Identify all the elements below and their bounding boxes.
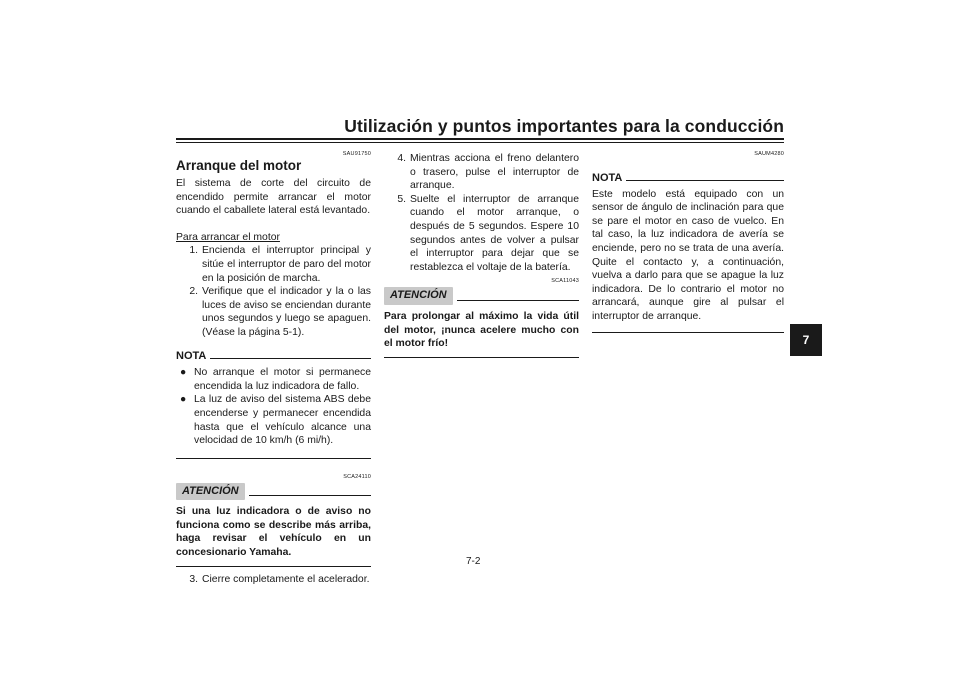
step-text: Encienda el interruptor principal y sitúe el interruptor de paro del motor en la posición de marcha. [202,245,371,284]
step-text: Cierre completamente el acelerador. [202,573,370,585]
intro-paragraph: El sistema de corte del circuito de encendido permite arrancar el motor cuando el caballete lateral está levantado. [176,178,371,217]
step-number: 3. [189,573,198,585]
page-title: Utilización y puntos importantes para la conducción [344,116,784,136]
warning-end-rule [384,357,579,358]
note-rule [210,358,371,359]
step-number: 5. [397,193,406,205]
note-label: NOTA [176,349,207,362]
bullet-icon: ● [180,394,187,406]
warning-label: ATENCIÓN [384,287,453,305]
bullet-item [180,366,371,393]
step-1 [176,244,371,285]
note-code: SAUM4280 [754,151,784,157]
step-4 [384,152,579,193]
warning-text: Para prolongar al máximo la vida útil del motor, ¡nunca acelere mucho con el motor frío! [384,310,579,350]
column-2 [384,152,579,358]
note-rule [626,180,784,181]
warning-label: ATENCIÓN [176,483,245,501]
bullet-icon: ● [180,367,187,379]
bullet-text: La luz de aviso del sistema ABS debe encenderse y permanecer encendida hasta que el vehículo alcance una velocidad de 10 km/h (6 mi/h). [194,394,371,447]
warning-header [176,483,371,501]
note-end-rule [592,332,784,333]
warning-code: SCA24110 [343,473,371,480]
step-number: 4. [397,153,406,164]
chapter-tab: 7 [790,324,822,356]
note-header [592,172,784,186]
step-number: 1. [189,245,198,257]
warning-code: SCA11043 [551,278,579,285]
section-code: SAU91750 [342,151,371,157]
note-end-rule [176,458,371,459]
section-heading: Arranque del motor [176,158,302,173]
header-rule [176,138,784,140]
step-number: 2. [189,286,198,298]
step-text: Mientras acciona el freno delantero o trasero, pulse el interruptor de arranque. [410,153,579,192]
note-header [176,350,371,364]
warning-rule [249,495,371,496]
note-text: Este modelo está equipado con un sensor de ángulo de inclinación para que se pare el motor en caso de vuelco. En tal caso, la luz indicadora de avería se enciende, pero no se trata de una avería. Quite el contacto y, a continuación, vuelva a darlo para que se apague la luz indicadora. De lo contrario el motor no arrancará, aunque gire al pulsar el interruptor de arranque. [592,188,784,322]
warning-text: Si una luz indicadora o de aviso no funciona como se describe más arriba, haga revisar el vehículo en un concesionario Yamaha. [176,506,371,559]
column-3 [592,150,784,333]
page-number: 7-2 [466,556,481,567]
header-rule-thin [176,142,784,143]
step-3 [176,573,371,587]
warning-end-rule [176,566,371,567]
step-5 [384,193,579,275]
subheading: Para arrancar el motor [176,231,280,243]
step-text: Suelte el interruptor de arranque cuando el motor arranque, o después de 5 segundos. Espere 10 segundos antes de volver a pulsar el interruptor para dejar que se restablezca el voltaje de la batería. [410,193,579,273]
warning-header [384,287,579,305]
column-1 [176,150,371,586]
bullet-text: No arranque el motor si permanece encendida la luz indicadora de fallo. [194,367,371,392]
step-2 [176,285,371,339]
warning-rule [457,300,579,301]
note-label: NOTA [592,172,623,184]
step-text: Verifique que el indicador y la o las luces de aviso se enciendan durante unos segundos y luego se apaguen. (Véase la página 5-1). [202,286,371,338]
bullet-item [180,393,371,447]
